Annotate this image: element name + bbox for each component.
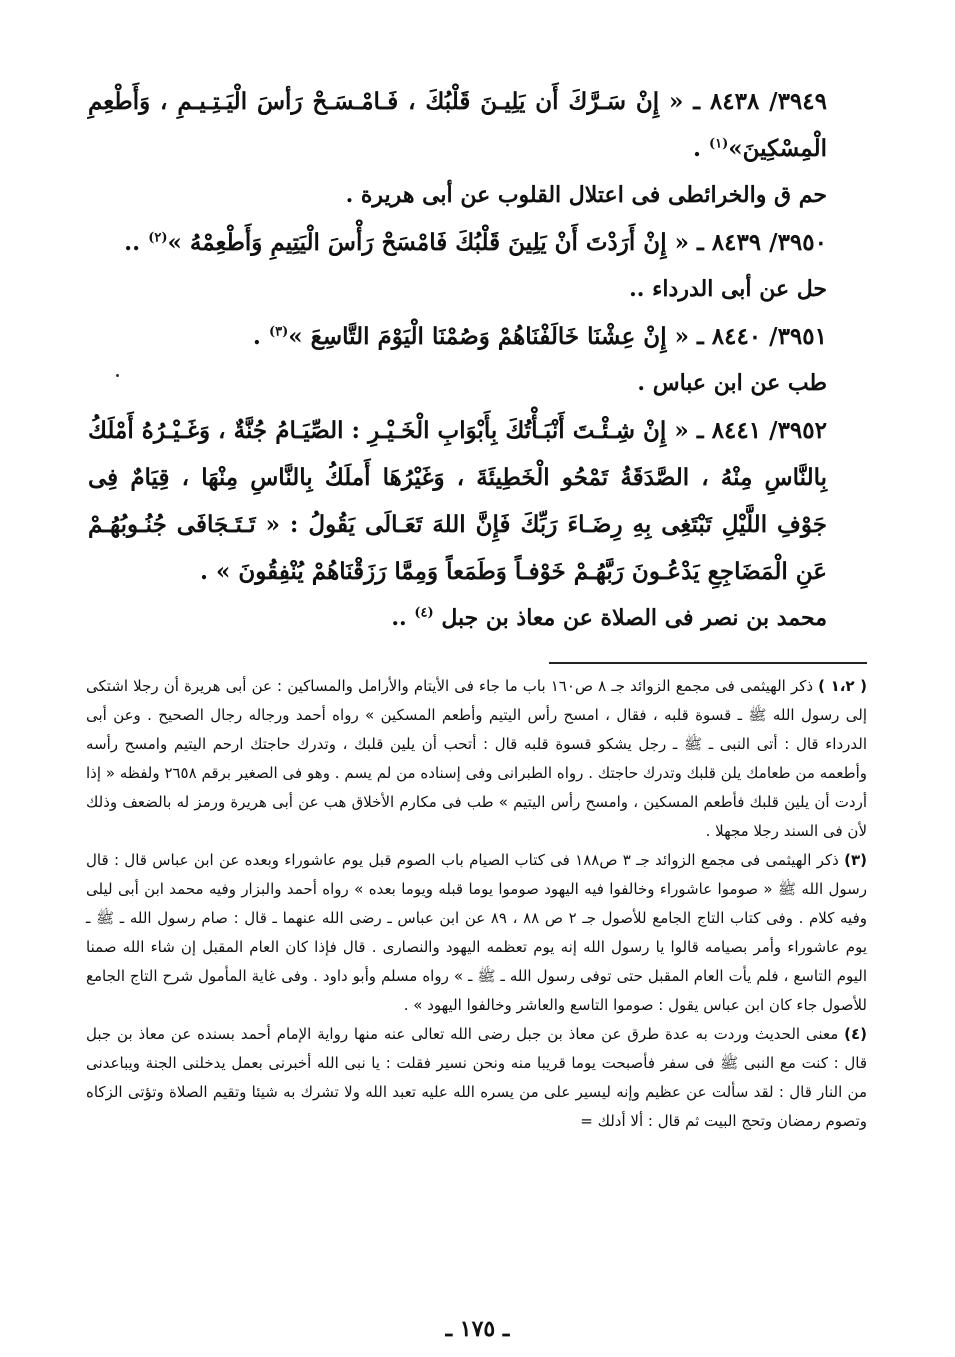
hadith-number: ٣٩٥٢/ ٨٤٤١ [711,417,827,444]
hadith-end: . [692,135,709,162]
hadith-text: ـ « إِنْ سَـرَّكَ أَن يَلِيـنَ قَلْبُكَ ، فَـامْـسَـحْ رَأسَ الْيَـتِـيـمِ ، وَأَطْعِمِ الْمِسْكِينَ» [88,88,827,162]
footnote-divider [549,662,867,664]
hadith-number: ٣٩٤٩/ ٨٤٣٨ [709,88,827,115]
hadith-end: .. [124,229,149,256]
hadith-3952 [88,407,827,595]
source-line: حل عن أبى الدرداء .. [629,276,827,302]
page-number: ـ ١٧٥ ـ [445,1316,510,1342]
hadith-end: . [252,323,269,350]
footnote-marker: ( ١،٢ ) [818,677,868,695]
source-text: محمد بن نصر فى الصلاة عن معاذ بن جبل [441,605,827,631]
footnotes [86,672,867,1136]
hadith-number: ٣٩٥١/ ٨٤٤٠ [711,323,827,350]
scan-speck [116,374,119,377]
footnote-text: ذكر الهيثمى فى مجمع الزوائد جـ ٨ ص١٦٠ باب ما جاء فى الأيتام والأرامل والمساكين : عن أبى هريرة أن رجلا اشتكى إلى رسول الله ﷺ ـ قسوة قلبه ، فقال ، امسح رأس اليتيم وأطعم المسكين » رواه أحمد ورجاله رجال الصحيح . وعن أبى الدرداء قال : أتى النبى ـ ﷺ ـ رجل يشكو قسوة قلبه قال : أتحب أن يلين قلبك ، وتدرك حاجتك ارحم اليتيم وامسح رأسه وأطعمه من طعامك يلن قلبك وتدرك حاجتك . رواه الطبرانى وفى إسناده من لم يسم . وهو فى الصغير برقم ٢٦٥٨ ولفظه « إذا أردت أن يلين قلبك فأطعم المسكين ، وامسح رأس اليتيم » طب فى مكارم الأخلاق هب عن أبى هريرة ورمز له بالضعف وذلك لأن فى السند رجلا مجهلا . [86,677,867,840]
footnote-1-2 [86,672,867,846]
footnote-3 [86,846,867,1020]
footnote-ref[interactable]: (٢) [148,230,168,246]
main-text [88,78,827,642]
hadith-text: ـ « إِنْ عِشْنَا خَالَفْنَاهُمْ وَصُمْنَا الْيَوْمَ التَّاسِعَ » [288,323,704,350]
footnote-text: معنى الحديث وردت به عدة طرق عن معاذ بن جبل رضى الله تعالى عنه منها رواية الإمام أحمد بسنده عن معاذ بن جبل قال : كنت مع النبى ﷺ فى سفر فأصبحت يوما قريبا منه ونحن نسير فقلت : يا نبى الله أخبرنى بعمل يدخلنى الجنة ويباعدنى من النار قال : لقد سألت عن عظيم وإنه ليسير على من يسره الله عليه تعبد الله ولا تشرك به شيئا وتقيم الصلاة وتؤتى الزكاه وتصوم رمضان وتحج البيت ثم قال : ألا أدلك = [86,1025,867,1130]
footnote-marker: (٤) [844,1025,867,1043]
footnote-marker: (٣) [844,851,867,869]
source-line [88,595,827,642]
source-line: طب عن ابن عباس . [637,370,827,396]
hadith-text: ـ « إِنْ شِـئْـتَ أَنْبَـأْتُكَ بِأَبْوَابِ الْخَـيْـرِ : الصِّيَـامُ جُنَّةٌ ، وَغَـيْـرُهُ أَمْلَكُ بِالنَّاسِ مِنْهُ ، الصَّدَقَةُ تَمْحُو الْخَطِيئَةَ ، وَغَيْرُهَا أَملَكُ بِالنَّاسِ مِنْهَا ، قِيَامٌ فِى جَوْفِ اللَّيْلِ تَبْتَغِى بِهِ رِضَـاءَ رَبِّكَ فَإِنَّ اللهَ تَعَـالَى يَقُولُ : « تَـتَـجَافَى جُنُـوبُهُـمْ عَنِ الْمَضَاجِعِ يَدْعُـونَ رَبَّهُـمْ خَوْفـاً وَطَمَعاً وَمِمَّا رَزَقْنَاهُمْ يُنْفِقُونَ » . [88,417,827,585]
source-end: .. [391,605,415,631]
hadith-3949 [88,78,827,172]
footnote-ref[interactable]: (٣) [268,324,289,340]
hadith-3951 [88,313,827,360]
footnote-ref[interactable]: (١) [708,136,729,152]
source-line: حم ق والخرائطى فى اعتلال القلوب عن أبى هريرة . [345,182,827,208]
footnote-text: ذكر الهيثمى فى مجمع الزوائد جـ ٣ ص١٨٨ فى كتاب الصيام باب الصوم قبل يوم عاشوراء وبعده عن ابن عباس قال : قال رسول الله ﷺ « صوموا عاشوراء وخالفوا فيه اليهود صوموا يوما قبله ويوما بعده » رواه أحمد والبزار وفيه محمد ابن أبى ليلى وفيه كلام . وفى كتاب التاج الجامع للأصول جـ ٢ ص ٨٨ ، ٨٩ عن ابن عباس ـ رضى الله عنهما ـ قال : صام رسول الله ـ ﷺ ـ يوم عاشوراء وأمر بصيامه قالوا يا رسول الله إنه يوم تعظمه اليهود والنصارى . قال فإذا كان العام المقبل إن شاء الله صمنا اليوم التاسع ، فلم يأت العام المقبل حتى توفى رسول الله ـ ﷺ ـ » رواه مسلم وأبو داود . وفى غاية المأمول شرح التاج الجامع للأصول جاء كان ابن عباس يقول : صوموا التاسع والعاشر وخالفوا اليهود » . [86,851,867,1014]
footnote-ref[interactable]: (٤) [414,605,434,621]
footnote-4 [86,1020,867,1136]
hadith-number: ٣٩٥٠/ ٨٤٣٩ [711,229,827,256]
hadith-3950 [88,219,827,266]
hadith-text: ـ « إِنْ أَرَدْتَ أَنْ يَلِينَ قَلْبُكَ فَامْسَحْ رَأْسَ الْيَتِيمِ وَأَطْعِمْهُ » [167,229,704,256]
